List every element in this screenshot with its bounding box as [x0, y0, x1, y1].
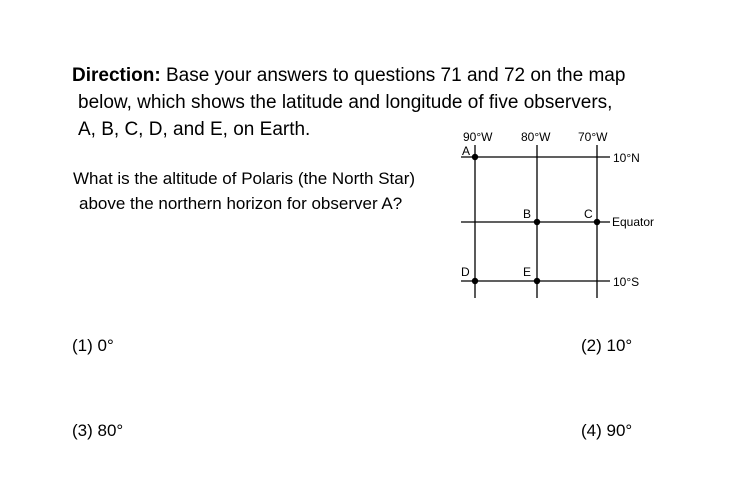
direction-label: Direction:: [72, 65, 161, 86]
answer-choice-2[interactable]: (2) 10°: [581, 336, 633, 355]
observer-c-label: C: [584, 207, 593, 221]
direction-text-1: Base your answers to questions 71 and 72 on the map: [160, 65, 626, 86]
observer-b-label: B: [523, 207, 532, 221]
direction-line-3: A, B, C, D, and E, on Earth.: [78, 119, 311, 140]
observer-c-dot: [594, 219, 600, 225]
longitude-label-70w: 70°W: [578, 130, 608, 144]
latitude-label-10s: 10°S: [613, 275, 640, 289]
observer-e-dot: [534, 278, 540, 284]
direction-line-1: [72, 62, 712, 89]
map-svg: [455, 128, 675, 303]
question-line-1: What is the altitude of Polaris (the North Star): [73, 169, 416, 188]
question-text: [73, 166, 415, 216]
answer-choice-4[interactable]: (4) 90°: [581, 421, 633, 440]
direction-line-2: below, which shows the latitude and longitude of five observers,: [78, 92, 613, 113]
lat-long-map: [455, 128, 675, 303]
longitude-label-90w: 90°W: [463, 130, 493, 144]
answer-choice-3[interactable]: (3) 80°: [72, 421, 124, 440]
answer-choice-1[interactable]: (1) 0°: [72, 336, 114, 355]
question-line-2: above the northern horizon for observer A?: [79, 194, 403, 213]
observer-d-label: D: [461, 265, 470, 279]
observer-a-label: A: [462, 144, 471, 158]
observer-e-label: E: [523, 265, 532, 279]
longitude-label-80w: 80°W: [521, 130, 551, 144]
observer-d-dot: [472, 278, 478, 284]
observer-a-dot: [472, 154, 478, 160]
observer-b-dot: [534, 219, 540, 225]
latitude-label-10n: 10°N: [613, 151, 640, 165]
latitude-label-equator: Equator: [612, 215, 655, 229]
